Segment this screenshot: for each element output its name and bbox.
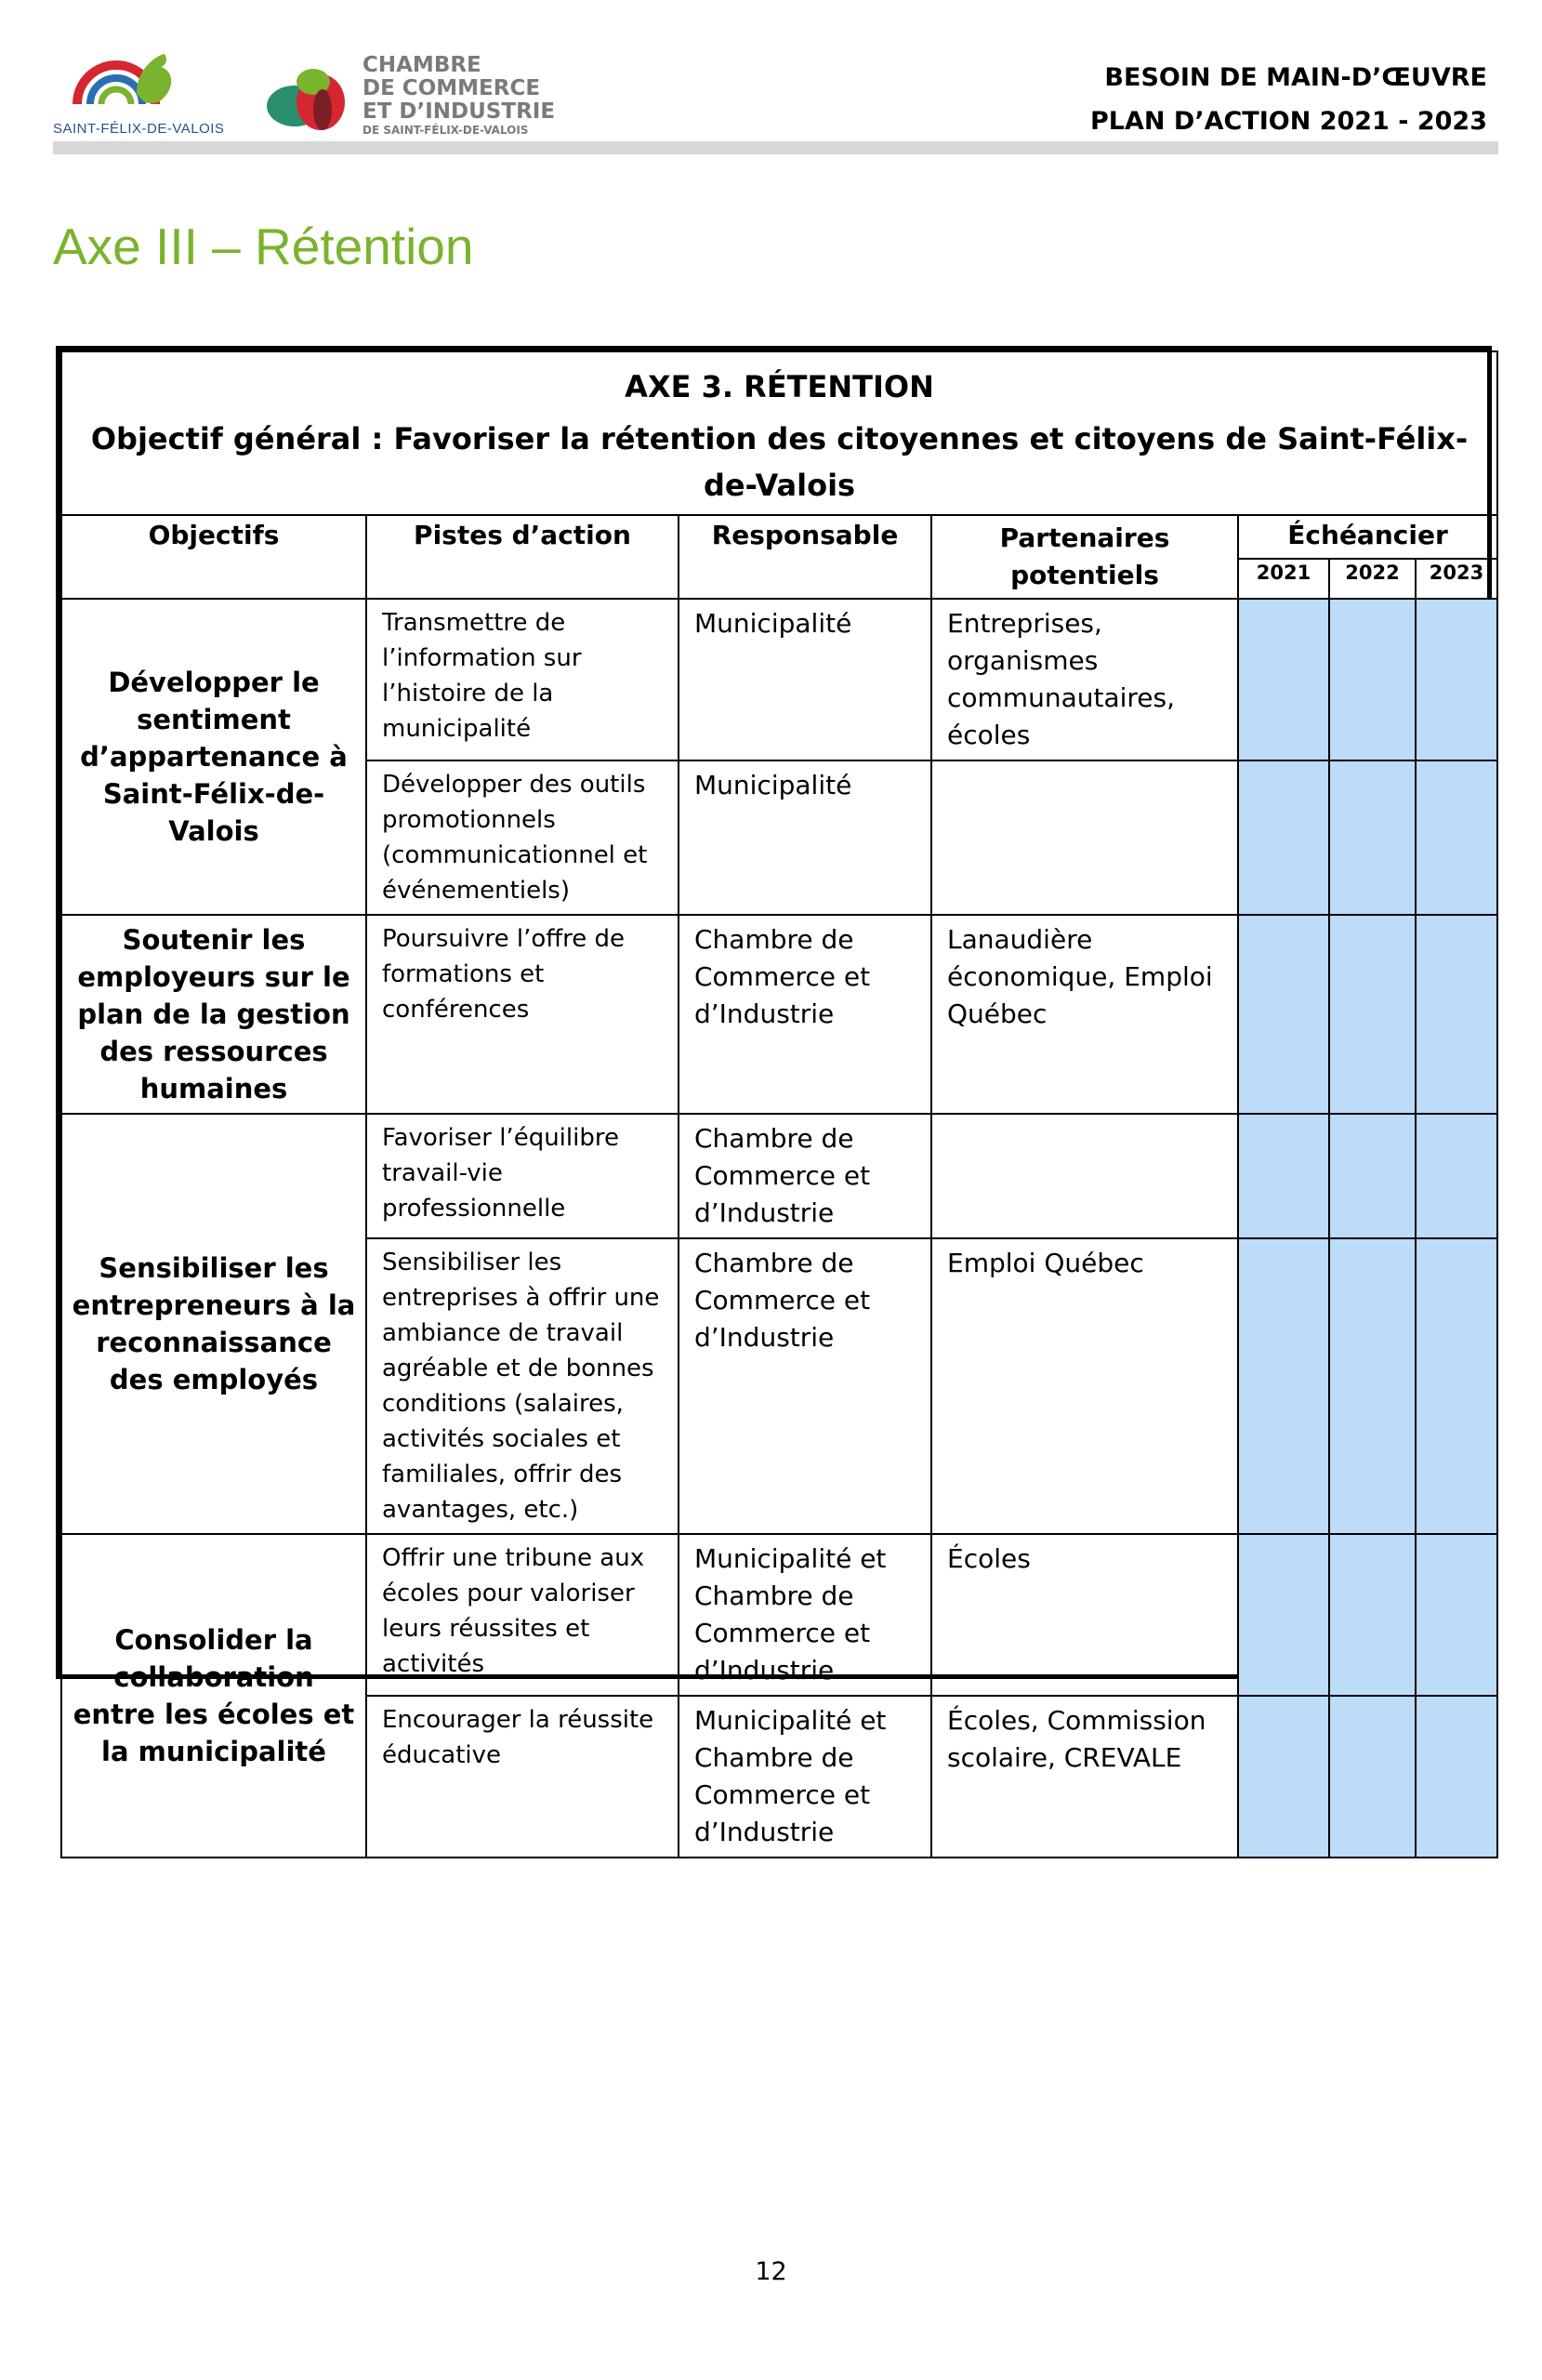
timeline-cell-2023 <box>1416 760 1497 915</box>
timeline-cell-2023 <box>1416 1114 1497 1238</box>
col-pistes: Pistes d’action <box>366 515 679 599</box>
partners-cell <box>931 1114 1238 1238</box>
action-cell: Encourager la réussite éducative <box>366 1696 679 1858</box>
logo-cci-line: CHAMBRE <box>362 53 481 77</box>
logo-saint-felix <box>53 46 225 139</box>
responsable-cell: Chambre de Commerce et d’Industrie <box>679 1238 931 1534</box>
action-plan-table <box>56 346 1492 1847</box>
table-row <box>61 1534 1497 1696</box>
timeline-cell-2021 <box>1238 760 1329 915</box>
timeline-cell-2023 <box>1416 599 1497 760</box>
column-header-row <box>61 515 1497 559</box>
timeline-cell-2021 <box>1238 1238 1329 1534</box>
logo-cci-line: DE COMMERCE <box>362 76 541 100</box>
objective-cell: Consolider la collaboration entre les écoles et la municipalité <box>61 1534 366 1858</box>
responsable-cell: Municipalité <box>679 599 931 760</box>
col-partenaires: Partenaires potentiels <box>931 515 1238 599</box>
timeline-cell-2021 <box>1238 915 1329 1114</box>
timeline-cell-2022 <box>1329 915 1416 1114</box>
partners-cell: Lanaudière économique, Emploi Québec <box>931 915 1238 1114</box>
col-year-2021: 2021 <box>1238 559 1329 599</box>
timeline-cell-2022 <box>1329 1238 1416 1534</box>
objective-cell: Sensibiliser les entrepreneurs à la reconnaissance des employés <box>61 1114 366 1534</box>
timeline-cell-2023 <box>1416 1534 1497 1696</box>
timeline-cell-2021 <box>1238 1114 1329 1238</box>
header-divider <box>53 141 1498 154</box>
page-number: 12 <box>755 2257 787 2286</box>
partners-cell: Écoles <box>931 1534 1238 1696</box>
action-cell: Transmettre de l’information sur l’histoire de la municipalité <box>366 599 679 760</box>
timeline-cell-2022 <box>1329 1534 1416 1696</box>
timeline-cell-2021 <box>1238 599 1329 760</box>
table-title-row <box>61 351 1497 515</box>
table-title-cell <box>61 351 1497 515</box>
timeline-cell-2022 <box>1329 760 1416 915</box>
logo-chambre-commerce <box>265 52 562 145</box>
col-responsable: Responsable <box>679 515 931 599</box>
responsable-cell: Municipalité et Chambre de Commerce et d’Industrie <box>679 1696 931 1858</box>
col-year-2022: 2022 <box>1329 559 1416 599</box>
logo-cci-text <box>362 54 555 137</box>
page-header <box>53 46 1498 149</box>
col-echeancier: Échéancier <box>1238 515 1497 559</box>
axe-title: AXE 3. RÉTENTION <box>625 369 934 404</box>
logo-saint-felix-caption: SAINT-FÉLIX-DE-VALOIS <box>53 121 225 137</box>
partners-cell: Écoles, Commission scolaire, CREVALE <box>931 1696 1238 1858</box>
timeline-cell-2023 <box>1416 915 1497 1114</box>
logo-cci-line: ET D’INDUSTRIE <box>362 99 556 124</box>
section-title: Axe III – Rétention <box>53 218 474 275</box>
action-cell: Offrir une tribune aux écoles pour valoriser leurs réussites et activités <box>366 1534 679 1696</box>
rooster-logo-icon <box>72 46 183 121</box>
responsable-cell: Municipalité <box>679 760 931 915</box>
document-title <box>1090 56 1487 143</box>
timeline-cell-2022 <box>1329 1114 1416 1238</box>
document-title-line1: BESOIN DE MAIN-D’ŒUVRE <box>1104 63 1487 92</box>
objective-cell: Développer le sentiment d’appartenance à Saint-Félix-de-Valois <box>61 599 366 915</box>
timeline-cell-2021 <box>1238 1696 1329 1858</box>
col-year-2023: 2023 <box>1416 559 1497 599</box>
action-cell: Développer des outils promotionnels (communicationnel et événementiels) <box>366 760 679 915</box>
table-row <box>61 599 1497 760</box>
timeline-cell-2021 <box>1238 1534 1329 1696</box>
general-objective: Objectif général : Favoriser la rétention des citoyennes et citoyens de Saint-Félix-de-Valois <box>90 421 1469 503</box>
action-cell: Favoriser l’équilibre travail-vie professionnelle <box>366 1114 679 1238</box>
logo-cci-sub: DE SAINT-FÉLIX-DE-VALOIS <box>362 124 529 137</box>
timeline-cell-2023 <box>1416 1238 1497 1534</box>
objective-cell: Soutenir les employeurs sur le plan de la gestion des ressources humaines <box>61 915 366 1114</box>
cci-leaves-icon <box>265 61 358 136</box>
document-title-line2: PLAN D’ACTION 2021 - 2023 <box>1090 107 1487 136</box>
responsable-cell: Municipalité et Chambre de Commerce et d’Industrie <box>679 1534 931 1696</box>
table-row <box>61 915 1497 1114</box>
timeline-cell-2022 <box>1329 1696 1416 1858</box>
action-cell: Sensibiliser les entreprises à offrir une ambiance de travail agréable et de bonnes conditions (salaires, activités sociales et familiales, offrir des avantages, etc.) <box>366 1238 679 1534</box>
responsable-cell: Chambre de Commerce et d’Industrie <box>679 1114 931 1238</box>
timeline-cell-2023 <box>1416 1696 1497 1858</box>
action-cell: Poursuivre l’offre de formations et conférences <box>366 915 679 1114</box>
responsable-cell: Chambre de Commerce et d’Industrie <box>679 915 931 1114</box>
partners-cell: Emploi Québec <box>931 1238 1238 1534</box>
col-objectifs: Objectifs <box>61 515 366 599</box>
timeline-cell-2022 <box>1329 599 1416 760</box>
table-row <box>61 1114 1497 1238</box>
partners-cell: Entreprises, organismes communautaires, écoles <box>931 599 1238 760</box>
partners-cell <box>931 760 1238 915</box>
